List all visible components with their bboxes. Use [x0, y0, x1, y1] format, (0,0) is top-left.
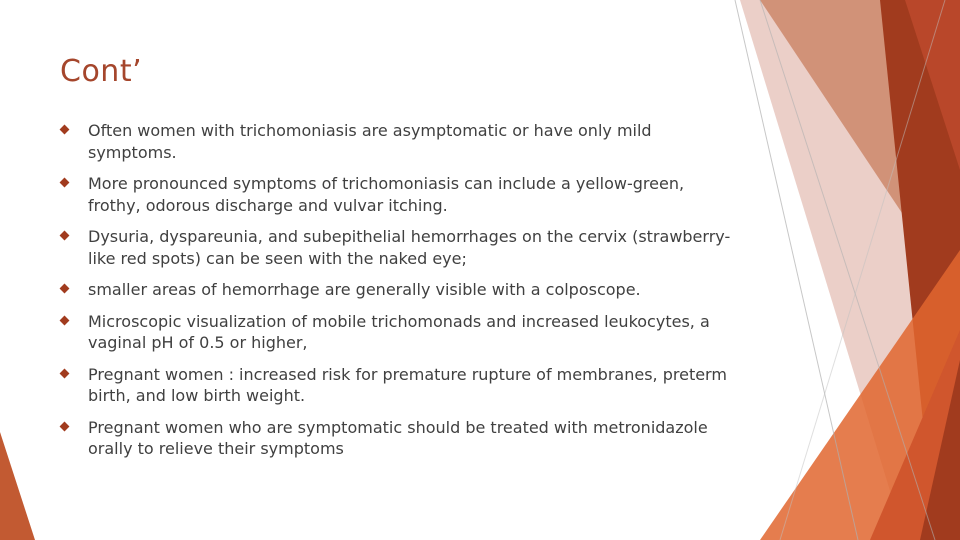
- bullet-list: [60, 120, 740, 470]
- diamond-bullet-icon: [60, 284, 70, 294]
- bullet-item-3: [60, 226, 740, 269]
- bullet-text: Often women with trichomoniasis are asymptomatic or have only mild symptoms.: [88, 121, 652, 162]
- bullet-item-5: [60, 311, 740, 354]
- diamond-bullet-icon: [60, 315, 70, 325]
- bullet-item-2: [60, 173, 740, 216]
- diamond-bullet-icon: [60, 368, 70, 378]
- bullet-text: Dysuria, dyspareunia, and subepithelial hemorrhages on the cervix (strawberry-like red spots) can be seen with the naked eye;: [88, 227, 731, 268]
- bullet-item-1: [60, 120, 740, 163]
- bullet-text: Pregnant women who are symptomatic should be treated with metronidazole orally to relieve their symptoms: [88, 417, 708, 458]
- bullet-text: Pregnant women : increased risk for premature rupture of membranes, preterm birth, and low birth weight.: [88, 364, 727, 405]
- bullet-item-7: [60, 417, 740, 460]
- slide-title: Cont’: [60, 54, 143, 89]
- bullet-item-4: [60, 279, 740, 301]
- diamond-bullet-icon: [60, 125, 70, 135]
- bullet-text: smaller areas of hemorrhage are generally visible with a colposcope.: [88, 280, 641, 299]
- bullet-text: More pronounced symptoms of trichomoniasis can include a yellow-green, frothy, odorous discharge and vulvar itching.: [88, 174, 685, 215]
- decor-corner-left: [0, 432, 35, 540]
- diamond-bullet-icon: [60, 421, 70, 431]
- bullet-item-6: [60, 364, 740, 407]
- bullet-text: Microscopic visualization of mobile trichomonads and increased leukocytes, a vaginal pH of 0.5 or higher,: [88, 311, 710, 352]
- diamond-bullet-icon: [60, 178, 70, 188]
- diamond-bullet-icon: [60, 231, 70, 241]
